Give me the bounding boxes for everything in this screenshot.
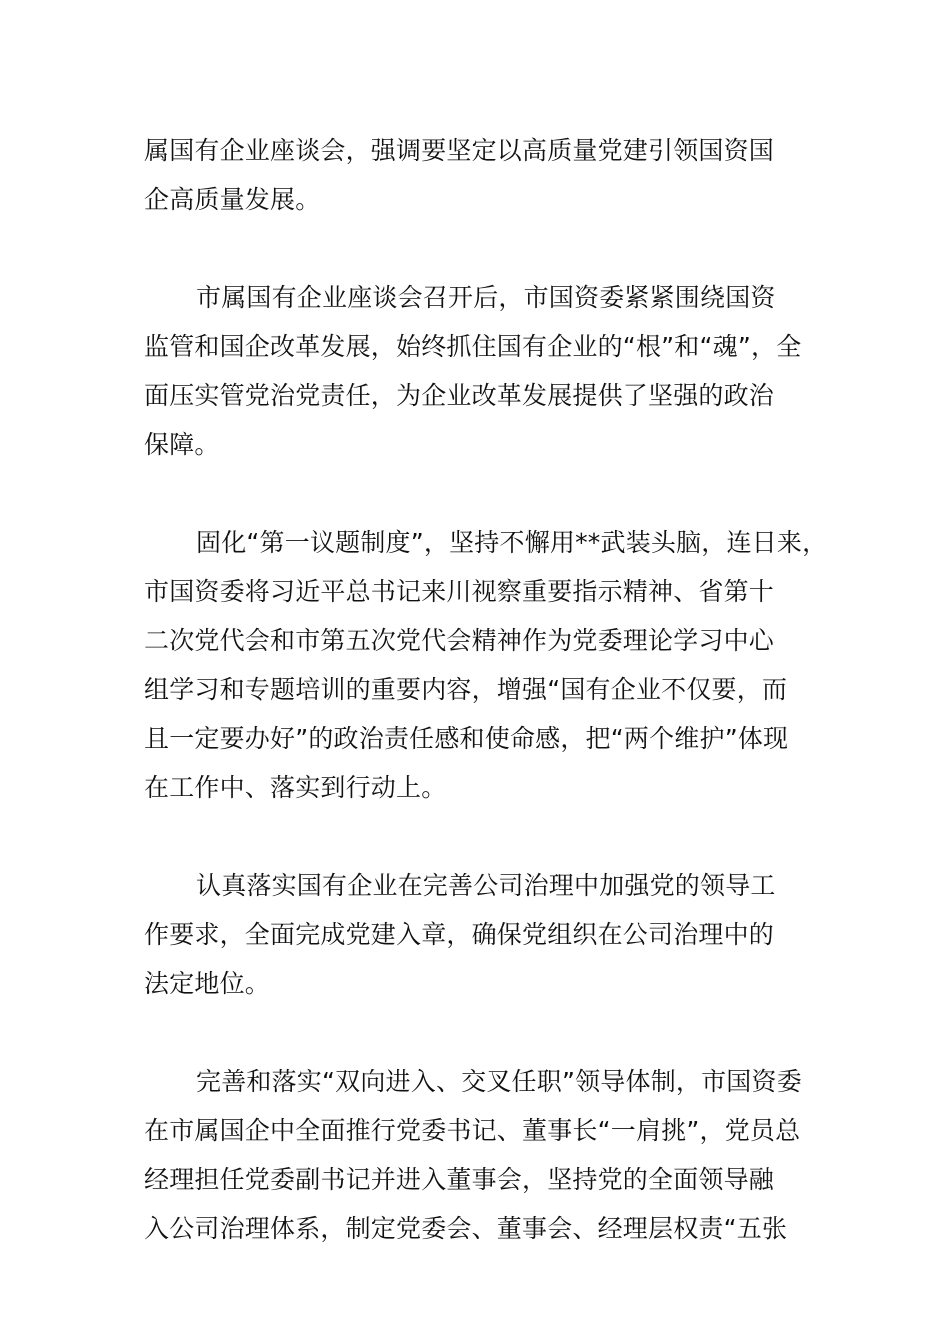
paragraph-3 xyxy=(144,518,828,812)
paragraph-1-line-2: 企高质量发展。 xyxy=(144,185,321,214)
paragraph-5-line-2: 在市属国企中全面推行党委书记、董事长“一肩挑”，党员总 xyxy=(144,1116,801,1145)
paragraph-spacer xyxy=(144,1008,824,1057)
paragraph-2 xyxy=(144,273,824,469)
paragraph-3-line-3: 二次党代会和市第五次党代会精神作为党委理论学习中心 xyxy=(144,626,775,655)
paragraph-3-line-6: 在工作中、落实到行动上。 xyxy=(144,773,447,802)
paragraph-2-line-1: 市属国有企业座谈会召开后，市国资委紧紧围绕国资 xyxy=(196,283,776,312)
paragraph-1 xyxy=(144,126,824,224)
paragraph-5-line-1: 完善和落实“双向进入、交叉任职”领导体制，市国资委 xyxy=(196,1067,802,1096)
paragraph-spacer xyxy=(144,812,824,861)
paragraph-1-line-1: 属国有企业座谈会，强调要坚定以高质量党建引领国资国 xyxy=(144,136,775,165)
document-body xyxy=(144,126,828,1253)
paragraph-3-line-2: 市国资委将习近平总书记来川视察重要指示精神、省第十 xyxy=(144,577,775,606)
paragraph-4-line-3: 法定地位。 xyxy=(144,969,271,998)
paragraph-5 xyxy=(144,1057,824,1253)
paragraph-4-line-2: 作要求，全面完成党建入章，确保党组织在公司治理中的 xyxy=(144,920,775,949)
paragraph-spacer xyxy=(144,469,824,518)
paragraph-2-line-4: 保障。 xyxy=(144,430,220,459)
paragraph-3-line-5: 且一定要办好”的政治责任感和使命感，把“两个维护”体现 xyxy=(144,724,789,753)
paragraph-2-line-3: 面压实管党治党责任，为企业改革发展提供了坚强的政治 xyxy=(144,381,775,410)
paragraph-5-line-3: 经理担任党委副书记并进入董事会，坚持党的全面领导融 xyxy=(144,1165,775,1194)
paragraph-3-line-1: 固化“第一议题制度”，坚持不懈用**武装头脑，连日来， xyxy=(196,528,828,557)
paragraph-3-line-4: 组学习和专题培训的重要内容，增强“国有企业不仅要，而 xyxy=(144,675,788,704)
paragraph-4 xyxy=(144,861,824,1008)
paragraph-spacer xyxy=(144,224,824,273)
paragraph-4-line-1: 认真落实国有企业在完善公司治理中加强党的领导工 xyxy=(196,871,776,900)
paragraph-2-line-2: 监管和国企改革发展，始终抓住国有企业的“根”和“魂”，全 xyxy=(144,332,802,361)
paragraph-5-line-4: 入公司治理体系，制定党委会、董事会、经理层权责“五张 xyxy=(144,1214,788,1243)
